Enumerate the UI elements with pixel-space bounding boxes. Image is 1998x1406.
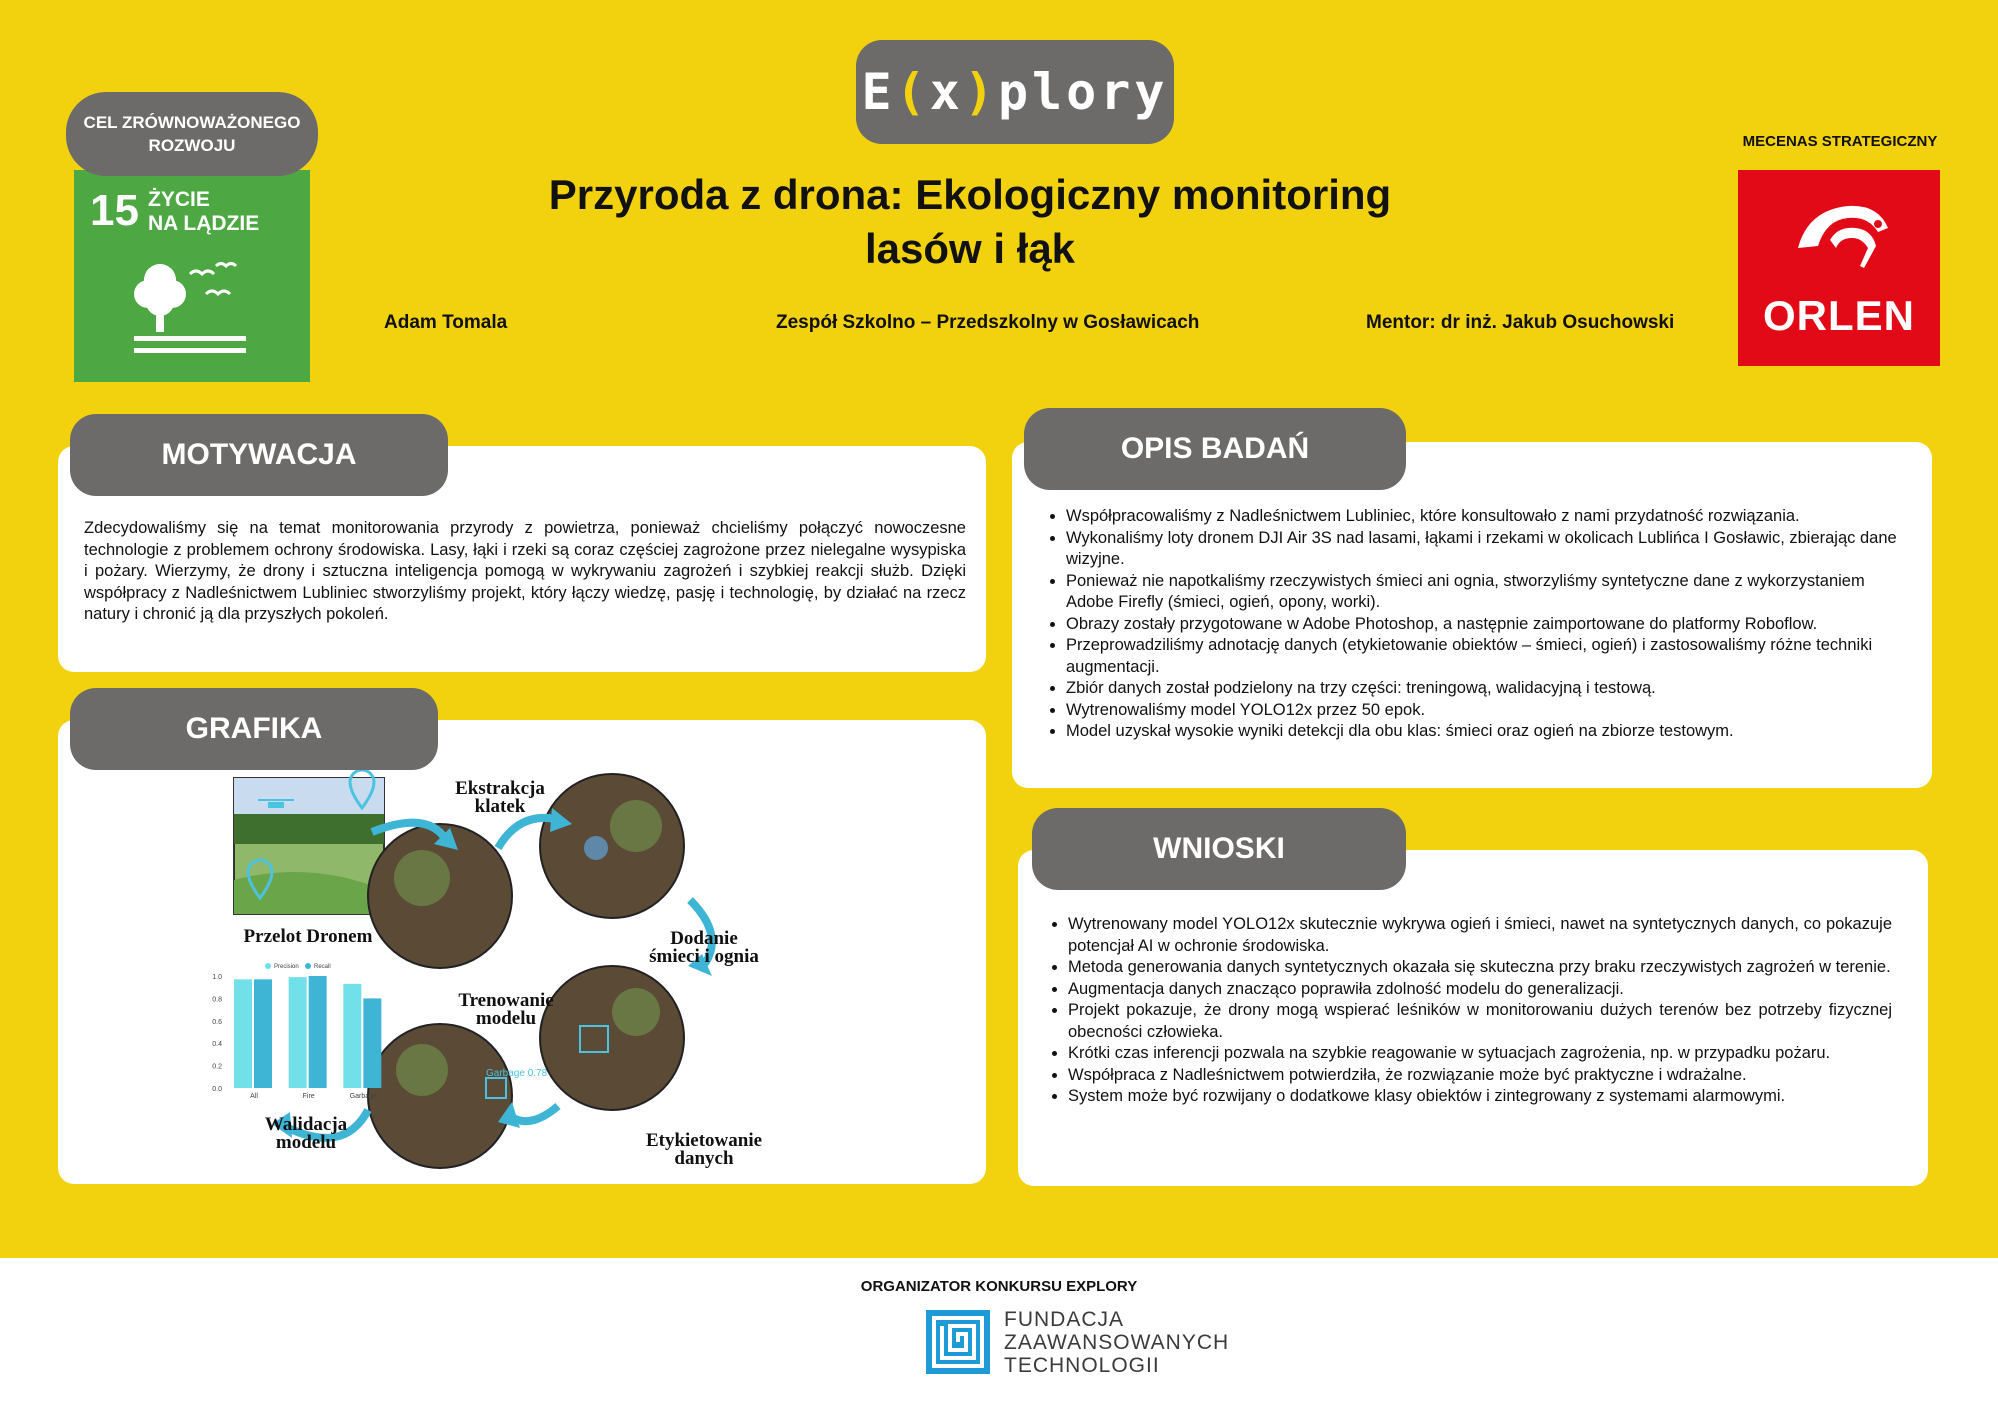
fzt-line3: TECHNOLOGII xyxy=(1004,1354,1160,1377)
motywacja-heading: MOTYWACJA xyxy=(70,414,448,496)
frame-circle-4 xyxy=(368,1024,512,1168)
bar-precision xyxy=(234,979,252,1088)
list-item: • Przeprowadziliśmy adnotację danych (etykietowanie obiektów – śmieci, ogień) i zastosowaliśmy różne techniki augmentacji. xyxy=(1066,635,1914,678)
legend-marker xyxy=(265,963,271,969)
legend-label: Precision xyxy=(274,964,299,970)
list-item: • Współpracowaliśmy z Nadleśnictwem Lubliniec, które konsultowało z nami przydatność rozwiązania. xyxy=(1066,506,1914,528)
fzt-line1: FUNDACJA xyxy=(1004,1308,1125,1331)
bar-recall xyxy=(309,976,327,1088)
x-tick-label: Garbage xyxy=(349,1093,377,1100)
opis-list xyxy=(1044,506,1914,743)
label-przelot: Przelot Dronem xyxy=(243,926,373,947)
tree-birds-icon xyxy=(130,250,260,370)
bar-precision xyxy=(343,984,361,1088)
maze-icon xyxy=(926,1310,990,1374)
title-line1: Przyroda z drona: Ekologiczny monitoring xyxy=(548,171,1392,218)
sdg-label xyxy=(148,188,259,236)
list-item: • Projekt pokazuje, że drony mogą wspierać leśników w monitorowaniu dużych terenów bez potrzeby fizycznej obecności człowieka. xyxy=(1068,1000,1892,1043)
grafika-heading: GRAFIKA xyxy=(70,688,438,770)
process-diagram xyxy=(200,770,800,1170)
list-item: • Obrazy zostały przygotowane w Adobe Photoshop, a następnie zaimportowane do platformy Roboflow. xyxy=(1066,614,1914,636)
list-item: • Model uzyskał wysokie wyniki detekcji dla obu klas: śmieci oraz ogień na zbiorze testowym. xyxy=(1066,721,1914,743)
list-item: • Wykonaliśmy loty dronem DJI Air 3S nad lasami, łąkami i rzekami w okolicach Lublińca I Gosławic, zbierając dane wizyjne. xyxy=(1066,528,1914,571)
sponsor-label: MECENAS STRATEGICZNY xyxy=(1742,133,1938,150)
list-item: • System może być rozwijany o dodatkowe klasy obiektów i zintegrowany z systemami alarmowymi. xyxy=(1068,1086,1892,1108)
wnioski-heading: WNIOSKI xyxy=(1032,808,1406,890)
organizer-label: ORGANIZATOR KONKURSU EXPLORY xyxy=(860,1278,1138,1295)
y-tick-label: 0.6 xyxy=(212,1018,222,1026)
logo-e: E xyxy=(861,63,896,121)
legend-marker xyxy=(305,963,311,969)
list-item: • Augmentacja danych znacząco poprawiła zdolność modelu do generalizacji. xyxy=(1068,979,1892,1001)
bar-precision xyxy=(289,977,307,1088)
label-dodanie: Dodanie śmieci i ognia xyxy=(649,928,759,967)
mentor: Mentor: dr inż. Jakub Osuchowski xyxy=(1366,312,1675,333)
y-tick-label: 0.8 xyxy=(212,996,222,1004)
frame-circle-2 xyxy=(540,774,684,918)
garbage-box-label: Garbage 0.78 xyxy=(486,1068,548,1079)
opis-heading: OPIS BADAŃ xyxy=(1024,408,1406,490)
y-tick-label: 1.0 xyxy=(212,974,222,981)
list-item: • Krótki czas inferencji pozwala na szybkie reagowanie w sytuacjach zagrożenia, np. w przypadku pożaru. xyxy=(1068,1043,1892,1065)
y-tick-label: 0.4 xyxy=(212,1041,222,1049)
author: Adam Tomala xyxy=(384,312,508,333)
y-tick-label: 0.0 xyxy=(212,1086,222,1093)
school: Zespół Szkolno – Przedszkolny w Gosławicach xyxy=(776,312,1200,333)
explory-logo xyxy=(856,40,1174,144)
logo-x: x xyxy=(929,63,964,121)
list-item: • Wytrenowaliśmy model YOLO12x przez 50 epok. xyxy=(1066,700,1914,722)
motywacja-text: Zdecydowaliśmy się na temat monitorowania przyrody z powietrza, ponieważ chcieliśmy połączyć nowoczesne technologie z problemem ochrony środowiska. Lasy, łąki i rzeki są coraz częściej zagrożone przez nielegalne wysypiska i pożary. Wierzymy, że drony i sztuczna inteligencja pomogą w wykrywaniu zagrożeń i szybkiej reakcji służb. Dzięki współpracy z Nadleśnictwem Lubliniec stworzyliśmy projekt, który łączy wiedzę, pasję i technologię, by działać na rzecz natury i chronić ją dla przyszłych pokoleń. xyxy=(84,519,966,623)
sdg-pill: CEL ZRÓWNOWAŻONEGO ROZWOJU xyxy=(66,92,318,176)
list-item: • Współpraca z Nadleśnictwem potwierdziła, że rozwiązanie może być praktyczne i wdrażalne. xyxy=(1068,1065,1892,1087)
orlen-logo xyxy=(1738,170,1940,366)
frame-circle-3 xyxy=(540,966,684,1110)
sdg-number: 15 xyxy=(90,186,139,235)
x-tick-label: Fire xyxy=(302,1093,315,1100)
poster-title xyxy=(400,168,1540,276)
wnioski-list-wrapper xyxy=(1046,914,1892,1108)
x-tick-label: All xyxy=(250,1093,258,1100)
y-tick-label: 0.2 xyxy=(212,1063,222,1071)
label-etykietowanie: Etykietowanie danych xyxy=(645,1130,763,1169)
orlen-eagle-icon xyxy=(1738,170,1940,290)
logo-open-paren: ( xyxy=(895,63,930,121)
fzt-logo-icon xyxy=(926,1310,990,1374)
sdg-label-line1: ŻYCIE xyxy=(148,188,210,211)
sdg-label-line2: NA LĄDZIE xyxy=(148,212,260,235)
wnioski-list xyxy=(1046,914,1892,1108)
list-item: • Ponieważ nie napotkaliśmy rzeczywistych śmieci ani ognia, stworzyliśmy syntetyczne dane z wykorzystaniem Adobe Firefly (śmieci, ogień, opony, worki). xyxy=(1066,571,1914,614)
fzt-name xyxy=(1004,1308,1229,1377)
list-item: • Metoda generowania danych syntetycznych okazała się skuteczna przy braku rzeczywistych zagrożeń w terenie. xyxy=(1068,957,1892,979)
list-item: • Zbiór danych został podzielony na trzy części: treningową, walidacyjną i testową. xyxy=(1066,678,1914,700)
label-walidacja: Walidacja modelu xyxy=(264,1114,348,1153)
logo-close-paren: ) xyxy=(963,63,998,121)
sdg-badge xyxy=(74,170,310,382)
legend-label: Recall xyxy=(314,964,331,970)
bar-recall xyxy=(254,979,272,1088)
label-trenowanie: Trenowanie modelu xyxy=(458,990,554,1029)
opis-list-wrapper xyxy=(1044,506,1914,743)
orlen-word: ORLEN xyxy=(1763,292,1915,339)
logo-plory: plory xyxy=(997,63,1169,121)
list-item: • Wytrenowany model YOLO12x skutecznie wykrywa ogień i śmieci, nawet na syntetycznych danych, co pokazuje potencjał AI w ochronie środowiska. xyxy=(1068,914,1892,957)
process-diagram-svg xyxy=(200,770,800,1170)
metrics-bar-chart xyxy=(212,963,381,1100)
bar-recall xyxy=(363,998,381,1088)
label-ekstrakcja: Ekstrakcja klatek xyxy=(455,778,545,817)
fzt-line2: ZAAWANSOWANYCH xyxy=(1004,1331,1230,1354)
title-line2: lasów i łąk xyxy=(864,225,1076,272)
frame-circle-1 xyxy=(368,824,512,968)
